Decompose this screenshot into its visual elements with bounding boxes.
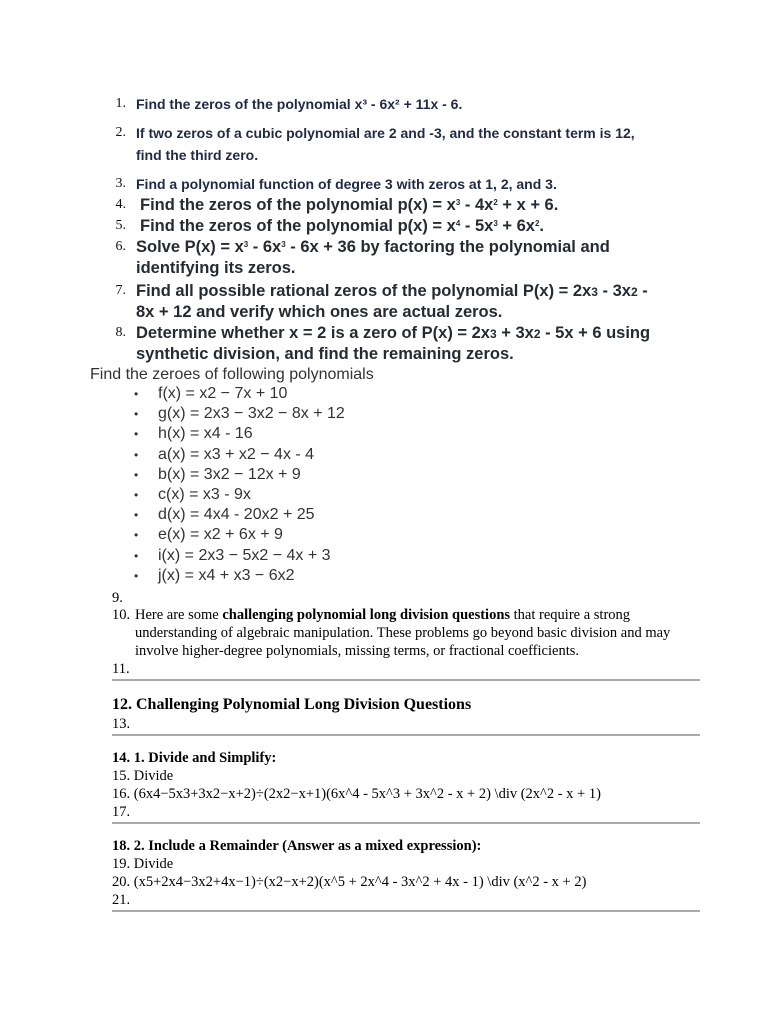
expression-line: 16. (6x4−5x3+3x2−x+2)÷(2x2−x+1)(6x^4 - 5x^3 + 3x^2 - x + 2) \div (2x^2 - x + 1) — [112, 786, 601, 802]
divider — [112, 910, 700, 912]
list-number: 11. — [112, 661, 130, 677]
list-number: 9. — [112, 590, 123, 606]
question-6-line-1: Solve $P(x) = x^3 - 6x^3 - 6x + 36$ by factoring the polynomial and — [136, 238, 610, 256]
bullet-icon: • — [134, 447, 139, 462]
list-number: 1. — [115, 96, 126, 111]
question-8-line-1: Determine whether x = 2 is a zero of P(x) = 2x3 + 3x2 - 5x + 6 using — [136, 324, 651, 342]
question-2-line-2: find the third zero. — [136, 147, 259, 163]
list-item: • d(x) = 4x4 - 20x2 + 25 — [134, 505, 345, 525]
list-item: • g(x) = 2x3 − 3x2 − 8x + 12 — [134, 404, 345, 424]
polynomial-list — [134, 384, 345, 586]
list-number: 6. — [115, 239, 126, 254]
bullet-icon: • — [134, 487, 139, 502]
bullet-icon: • — [134, 467, 139, 482]
list-item: • h(x) = x4 - 16 — [134, 424, 345, 444]
bullet-icon: • — [134, 568, 139, 583]
list-number: 10. — [112, 607, 131, 623]
list-number: 2. — [115, 125, 126, 140]
intro-paragraph: 10. Here are some challenging polynomial long division questions that require a strong understanding of algebraic manipulation. These problems go beyond basic division and may involve higher-degree polynomials, missing terms, or fractional coefficients. — [112, 607, 671, 659]
list-number: 21. — [112, 892, 131, 908]
list-number: 17. — [112, 804, 131, 820]
list-item: • f(x) = x2 − 7x + 10 — [134, 384, 345, 404]
bullet-icon: • — [134, 387, 139, 401]
list-number: 4. — [115, 197, 126, 212]
list-number: 8. — [115, 325, 126, 340]
list-item: • i(x) = 2x3 − 5x2 − 4x + 3 — [134, 546, 345, 566]
list-item: 19. Divide — [112, 856, 174, 872]
question-5: Find the zeros of the polynomial $p(x) = x^4 - 5x^3 + 6x^2$. — [140, 217, 544, 235]
question-6-line-2: identifying its zeros. — [136, 259, 296, 277]
list-number: 13. — [112, 716, 131, 732]
bullet-icon: • — [134, 427, 139, 442]
list-number: 3. — [115, 176, 126, 191]
bullet-icon: • — [134, 407, 139, 422]
problem-heading: 14. 1. Divide and Simplify: — [112, 750, 277, 766]
list-item: • a(x) = x3 + x2 − 4x - 4 — [134, 445, 345, 465]
divider — [112, 822, 700, 824]
question-7-line-2: 8x + 12 and verify which ones are actual zeros. — [136, 303, 503, 321]
question-2-line-1: If two zeros of a cubic polynomial are 2 and -3, and the constant term is 12, — [136, 125, 635, 141]
question-3: Find a polynomial function of degree 3 with zeros at 1, 2, and 3. — [136, 176, 557, 192]
question-4: Find the zeros of the polynomial $p(x) = x^3 - 4x^2 + x + 6$. — [140, 196, 559, 214]
list-item: • j(x) = x4 + x3 − 6x2 — [134, 566, 345, 586]
section-title: 12. Challenging Polynomial Long Division Questions — [112, 696, 472, 713]
list-item: • e(x) = x2 + 6x + 9 — [134, 525, 345, 545]
bullet-icon: • — [134, 508, 139, 523]
list-item: • c(x) = x3 - 9x — [134, 485, 345, 505]
section-heading: Find the zeroes of following polynomials — [90, 366, 374, 383]
list-item: 15. Divide — [112, 768, 174, 784]
list-number: 7. — [115, 283, 126, 298]
divider — [112, 679, 700, 681]
problem-heading: 18. 2. Include a Remainder (Answer as a mixed expression): — [112, 838, 482, 854]
bullet-icon: • — [134, 528, 139, 543]
question-8-line-2: synthetic division, and find the remaining zeros. — [136, 345, 514, 363]
list-item: • b(x) = 3x2 − 12x + 9 — [134, 465, 345, 485]
list-number: 5. — [115, 218, 126, 233]
expression-line: 20. (x5+2x4−3x2+4x−1)÷(x2−x+2)(x^5 + 2x^4 - 3x^2 + 4x - 1) \div (x^2 - x + 2) — [112, 874, 587, 890]
bullet-icon: • — [134, 548, 139, 563]
divider — [112, 734, 700, 736]
question-7-line-1: Find all possible rational zeros of the polynomial P(x) = 2x3 - 3x2 - — [136, 282, 648, 300]
question-1: Find the zeros of the polynomial x³ - 6x² + 11x - 6. — [136, 96, 463, 112]
